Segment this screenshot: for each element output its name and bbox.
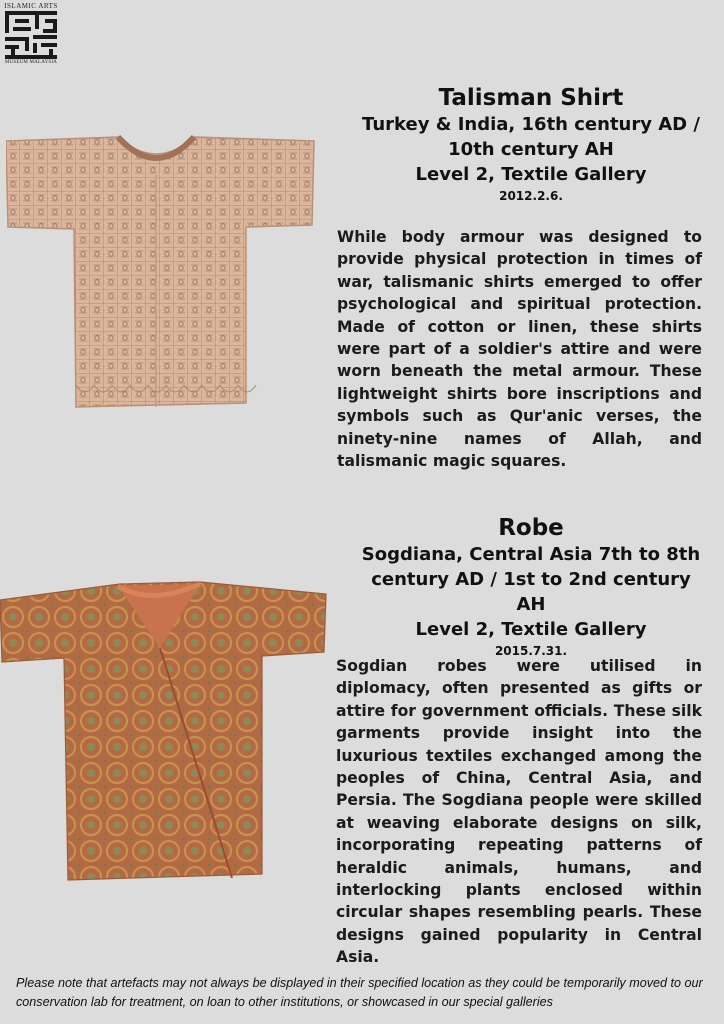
item-origin-line: century AD / 1st to 2nd century AH — [371, 569, 691, 615]
item-location: Level 2, Textile Gallery — [415, 164, 647, 185]
talisman-shirt-image — [6, 135, 316, 410]
museum-logo — [2, 2, 60, 74]
item-accession-number: 2015.7.31. — [494, 644, 568, 658]
item-description: While body armour was designed to provide physical protection in times of war, talismanic shirts emerged to offer psychological and spiritual protection. Made of cotton or linen, these shirts were part of a soldier's attire and were worn beneath the metal armour. These lightweight shirts bore inscriptions and symbols such as Qur'anic verses, the ninety-nine names of Allah, and talismanic magic squares. — [337, 228, 702, 471]
logo-top-text: ISLAMIC ARTS — [4, 2, 58, 10]
logo-bottom-text: MUSEUM MALAYSIA — [4, 60, 58, 65]
item-origin-line: Sogdiana, Central Asia 7th to 8th — [361, 544, 701, 565]
item-location: Level 2, Textile Gallery — [415, 619, 647, 640]
item-origin-line: 10th century AH — [448, 139, 614, 160]
item-description: Sogdian robes were utilised in diplomacy, often presented as gifts or attire for government officials. These silk garments provide insight into the luxurious textiles exchanged among the peoples of China, Central Asia, and Persia. The Sogdiana people were skilled at weaving elaborate designs on silk, incorporating repeating patterns of heraldic animals, humans, and interlocking plants enclosed within circular shapes resembling pearls. These designs gained popularity in Central Asia. — [336, 657, 702, 967]
item-heading-robe — [358, 514, 704, 660]
footer-note: Please note that artefacts may not always be displayed in their specified location as they could be temporarily moved to our conservation lab for treatment, on loan to other institutions, or showcased in our special galleries — [16, 976, 703, 1009]
robe-image — [0, 578, 328, 883]
item-accession-number: 2012.2.6. — [499, 189, 563, 203]
item-heading-talisman-shirt — [358, 84, 704, 205]
item-title: Robe — [498, 515, 564, 541]
item-origin-line: Turkey & India, 16th century AD / — [362, 114, 700, 135]
item-title: Talisman Shirt — [438, 85, 624, 111]
kufic-logo-icon — [5, 11, 57, 59]
